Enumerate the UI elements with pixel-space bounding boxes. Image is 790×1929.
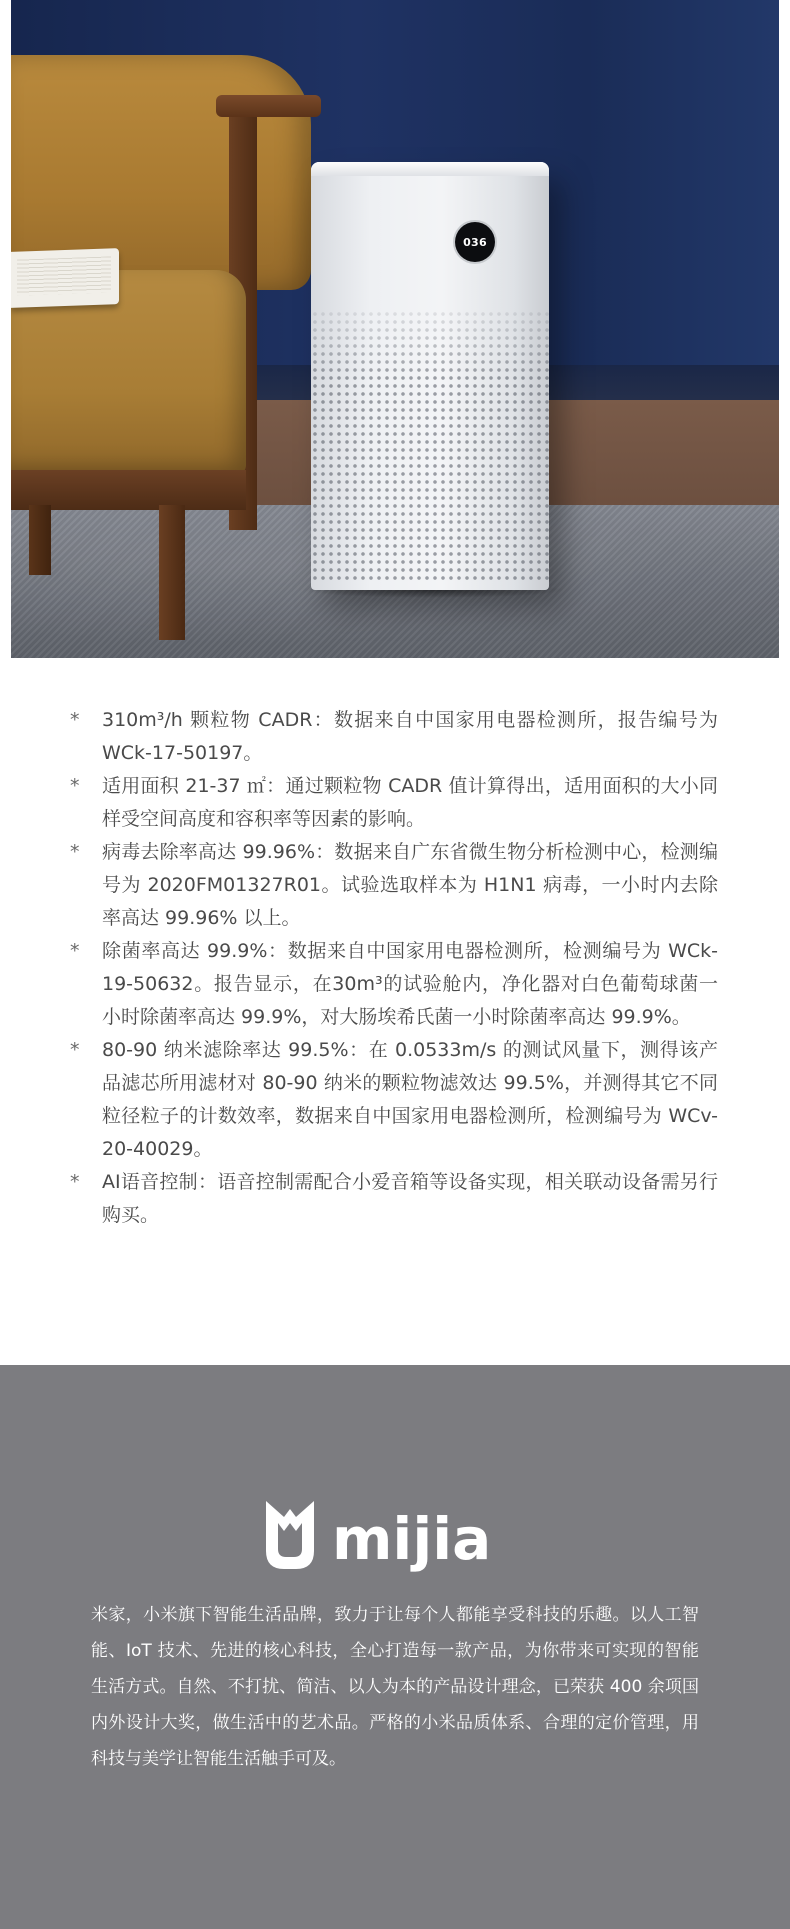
note-item <box>68 1034 718 1166</box>
asterisk-icon: * <box>70 1039 80 1061</box>
note-text: 适用面积 21-37 ㎡：通过颗粒物 CADR 值计算得出，适用面积的大小同样受空间高度和容积率等因素的影响。 <box>102 775 718 830</box>
mijia-mark-icon <box>266 1501 314 1569</box>
note-item <box>68 935 718 1034</box>
asterisk-icon: * <box>70 1171 80 1193</box>
air-purifier <box>311 162 549 590</box>
armchair-arm <box>216 95 321 117</box>
purifier-display <box>455 222 495 262</box>
purifier-top <box>311 162 549 176</box>
product-photo <box>11 0 779 658</box>
asterisk-icon: * <box>70 775 80 797</box>
notes-section <box>0 690 790 1365</box>
display-value: 036 <box>463 235 487 249</box>
purifier-mesh <box>311 310 549 580</box>
open-book <box>11 248 119 308</box>
armchair-leg-left <box>29 505 51 575</box>
note-item <box>68 770 718 836</box>
note-item <box>68 1166 718 1232</box>
mijia-wordmark: mijia <box>332 1505 492 1573</box>
note-text: AI语音控制：语音控制需配合小爱音箱等设备实现，相关联动设备需另行购买。 <box>102 1171 718 1226</box>
hero-section <box>0 0 790 690</box>
asterisk-icon: * <box>70 709 80 731</box>
brand-description: 米家，小米旗下智能生活品牌，致力于让每个人都能享受科技的乐趣。以人工智能、IoT 技术、先进的核心科技，全心打造每一款产品，为你带来可实现的智能生活方式。自然、不打扰、简洁、以人为本的产品设计理念，已荣获 400 余项国内外设计大奖，做生活中的艺术品。严格的小米品质体系、合理的定价管理，用科技与美学让智能生活触手可及。 <box>91 1605 699 1769</box>
asterisk-icon: * <box>70 940 80 962</box>
note-text: 80-90 纳米滤除率达 99.5%：在 0.0533m/s 的测试风量下，测得该产品滤芯所用滤材对 80-90 纳米的颗粒物滤效达 99.5%，并测得其它不同粒径粒子的计数效率，数据来自中国家用电器检测所，检测编号为 WCv-20-40029。 <box>102 1039 718 1160</box>
note-text: 病毒去除率高达 99.96%：数据来自广东省微生物分析检测中心，检测编号为 2020FM01327R01。试验选取样本为 H1N1 病毒，一小时内去除率高达 99.96% 以上。 <box>102 841 718 929</box>
asterisk-icon: * <box>70 841 80 863</box>
mijia-logo <box>260 1489 530 1579</box>
note-text: 除菌率高达 99.9%：数据来自中国家用电器检测所，检测编号为 WCk-19-50632。报告显示，在30m³的试验舱内，净化器对白色葡萄球菌一小时除菌率高达 99.9%，对大肠埃希氏菌一小时除菌率高达 99.9%。 <box>102 940 718 1028</box>
notes-list <box>68 704 718 1232</box>
armchair-base <box>11 470 246 510</box>
note-text: 310m³/h 颗粒物 CADR：数据来自中国家用电器检测所，报告编号为 WCk-17-50197。 <box>102 709 718 764</box>
note-item <box>68 836 718 935</box>
armchair-leg <box>159 505 185 640</box>
note-item <box>68 704 718 770</box>
brand-section <box>0 1365 790 1929</box>
